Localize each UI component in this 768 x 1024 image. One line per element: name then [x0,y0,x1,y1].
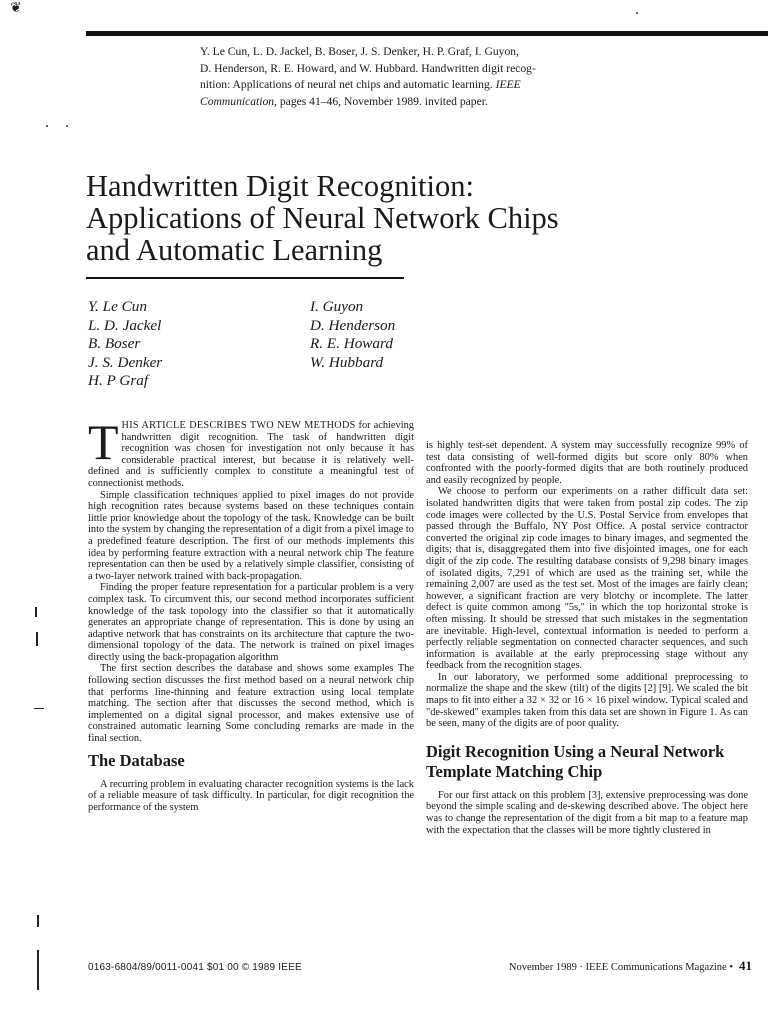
body-paragraph: We choose to perform our experiments on a rather difficult data set: isolated handwritten digits that were taken from postal zip codes. The zip code images were collected by the U.S. Postal Service from envelopes that passed through the Buffalo, NY Post Office. A postal service contractor converted the original zip code images to binary images, and segmented the digits; that is, disaggregated them into five disjointed images, one for each digit of the zip code. The resulting database consists of 9,298 binary images of isolated digits, 7,291 of which are used as the training set, while the remaining 2,007 are used as the test set. Most of the images are fairly clean; however, a significant fraction are very blotchy or incomplete. The latter defect is quite common among "5s," in which the top horizontal stroke is often missing. It should be stressed that such mistakes in the segmentation are inevitable. High-level, contextual information is needed to perform a perfectly reliable segmentation on connected character sequences, and such information is available at the early preprocessing stage without any feedback from the recognition stages. [426,486,748,672]
scan-edge-mark [35,607,37,617]
section-heading-neural-chip: Digit Recognition Using a Neural Network Template Matching Chip [426,741,725,781]
author-name: D. Henderson [310,316,396,334]
author-list-left [88,298,162,391]
author-name: H. P Graf [88,372,149,390]
citation-line: Y. Le Cun, L. D. Jackel, B. Boser, J. S. Denker, H. P. Graf, I. Guyon, [200,45,519,58]
article-title [86,170,686,266]
citation-line: Communication, pages 41–46, November 1989. invited paper. [200,94,488,108]
body-paragraph: A recurring problem in evaluating character recognition systems is the lack of a reliable measure of task difficulty. In particular, for digit recognition the performance of the system [88,778,414,813]
title-line: and Automatic Learning [86,233,383,267]
lead-caps: HIS ARTICLE DESCRIBES TWO NEW METHODS [121,420,356,431]
scan-edge-mark [37,915,39,927]
body-column-right [426,440,748,836]
footer-copyright: 0163-6804/89/0011-0041 $01 00 © 1989 IEEE [88,962,302,973]
corner-ornament-icon: ❦ [10,1,22,16]
citation-line: nition: Applications of neural net chips and automatic learning. IEEE [200,78,521,92]
body-paragraph: In our laboratory, we performed some additional preprocessing to normalize the shape and the skew (tilt) of the digits [2] [9]. We scaled the bit maps to fit into either a 32 × 32 or 16 × 16 pixel window. Typical scaled and "de-skewed" examples taken from this data set are shown in Figure 1. As can be seen, many of the digits are of poor quality. [426,671,748,730]
title-line: Applications of Neural Network Chips [86,201,559,235]
citation-line: D. Henderson, R. E. Howard, and W. Hubbard. Handwritten digit recog- [200,61,536,75]
body-column-left [88,414,414,813]
author-name: Y. Le Cun [88,298,147,315]
body-paragraph: The first section describes the database and shows some examples The following section discusses the first method based on a neural network chip that performs line-thinning and feature extraction using local template matching. The section after that discusses the second method, which is implemented on a digital signal processor, and makes extensive use of constrained automatic learning Some concluding remarks are made in the final section. [88,663,414,745]
author-name: I. Guyon [310,298,364,315]
title-line: Handwritten Digit Recognition: [86,169,474,203]
intro-paragraph: THIS ARTICLE DESCRIBES TWO NEW METHODS for achieving handwritten digit recognition. The task of handwritten digit recognition was chosen for investigation not only because it has considerable practical interest, but because it is relatively well-defined and is sufficiently complex to constitute a meaningful test of connectionist methods. [88,414,414,489]
author-name: B. Boser [88,335,141,353]
scan-speck [46,125,48,127]
footer-journal-label: November 1989 · IEEE Communications Magazine • [508,962,733,973]
author-list-right [310,298,395,372]
citation-block [200,44,640,110]
page-number: 41 [739,958,752,973]
body-paragraph: For our first attack on this problem [3], extensive preprocessing was done beyond the simple scaling and de-skewing described above. The object here was to change the representation of the digit from a bit map to a feature map with the expectation that the classes will be more tightly clustered in [426,789,748,836]
author-name: J. S. Denker [88,353,163,371]
footer-journal [509,958,752,974]
author-name: L. D. Jackel [88,316,162,334]
body-paragraph: is highly test-set dependent. A system may successfully recognize 99% of test data consisting of well-formed digits but score only 80% when confronted with the poorly-formed digits that are both routinely produced and easily recognized by people. [426,440,748,486]
author-name: W. Hubbard [310,353,384,371]
scan-speck [636,12,638,14]
author-name: R. E. Howard [310,335,393,353]
section-heading-database: The Database [88,750,185,770]
header-rule [86,31,768,36]
title-rule [86,277,404,279]
body-paragraph: Finding the proper feature representation for a particular problem is a very complex task. To circumvent this, our second method incorporates sufficient knowledge of the task topology into the classifier so that it automatically generates an appropriate change of representation. This is done by using an adaptive network that has constraints on its architecture that capture the two-dimensional topology of the data. The network is trained on pixel images directly using the back-propagation algorithm [88,582,414,663]
scan-speck [66,125,68,127]
scan-edge-mark [36,632,38,646]
scan-edge-mark [34,708,44,709]
drop-cap: T [88,414,119,470]
scan-edge-mark [37,950,39,990]
body-paragraph: Simple classification techniques applied to pixel images do not provide high recognition rates because systems based on these techniques contain little prior knowledge about the topology of the task. Knowledge can be built into the system by changing the representation of a digit from a pixel image to a predefined feature description. The first of our methods implements this idea by performing feature extraction with a neural network chip The feature representation can then be used by a relatively simple classifier, consisting of a two-layer network trained with back-propagation. [88,489,414,582]
